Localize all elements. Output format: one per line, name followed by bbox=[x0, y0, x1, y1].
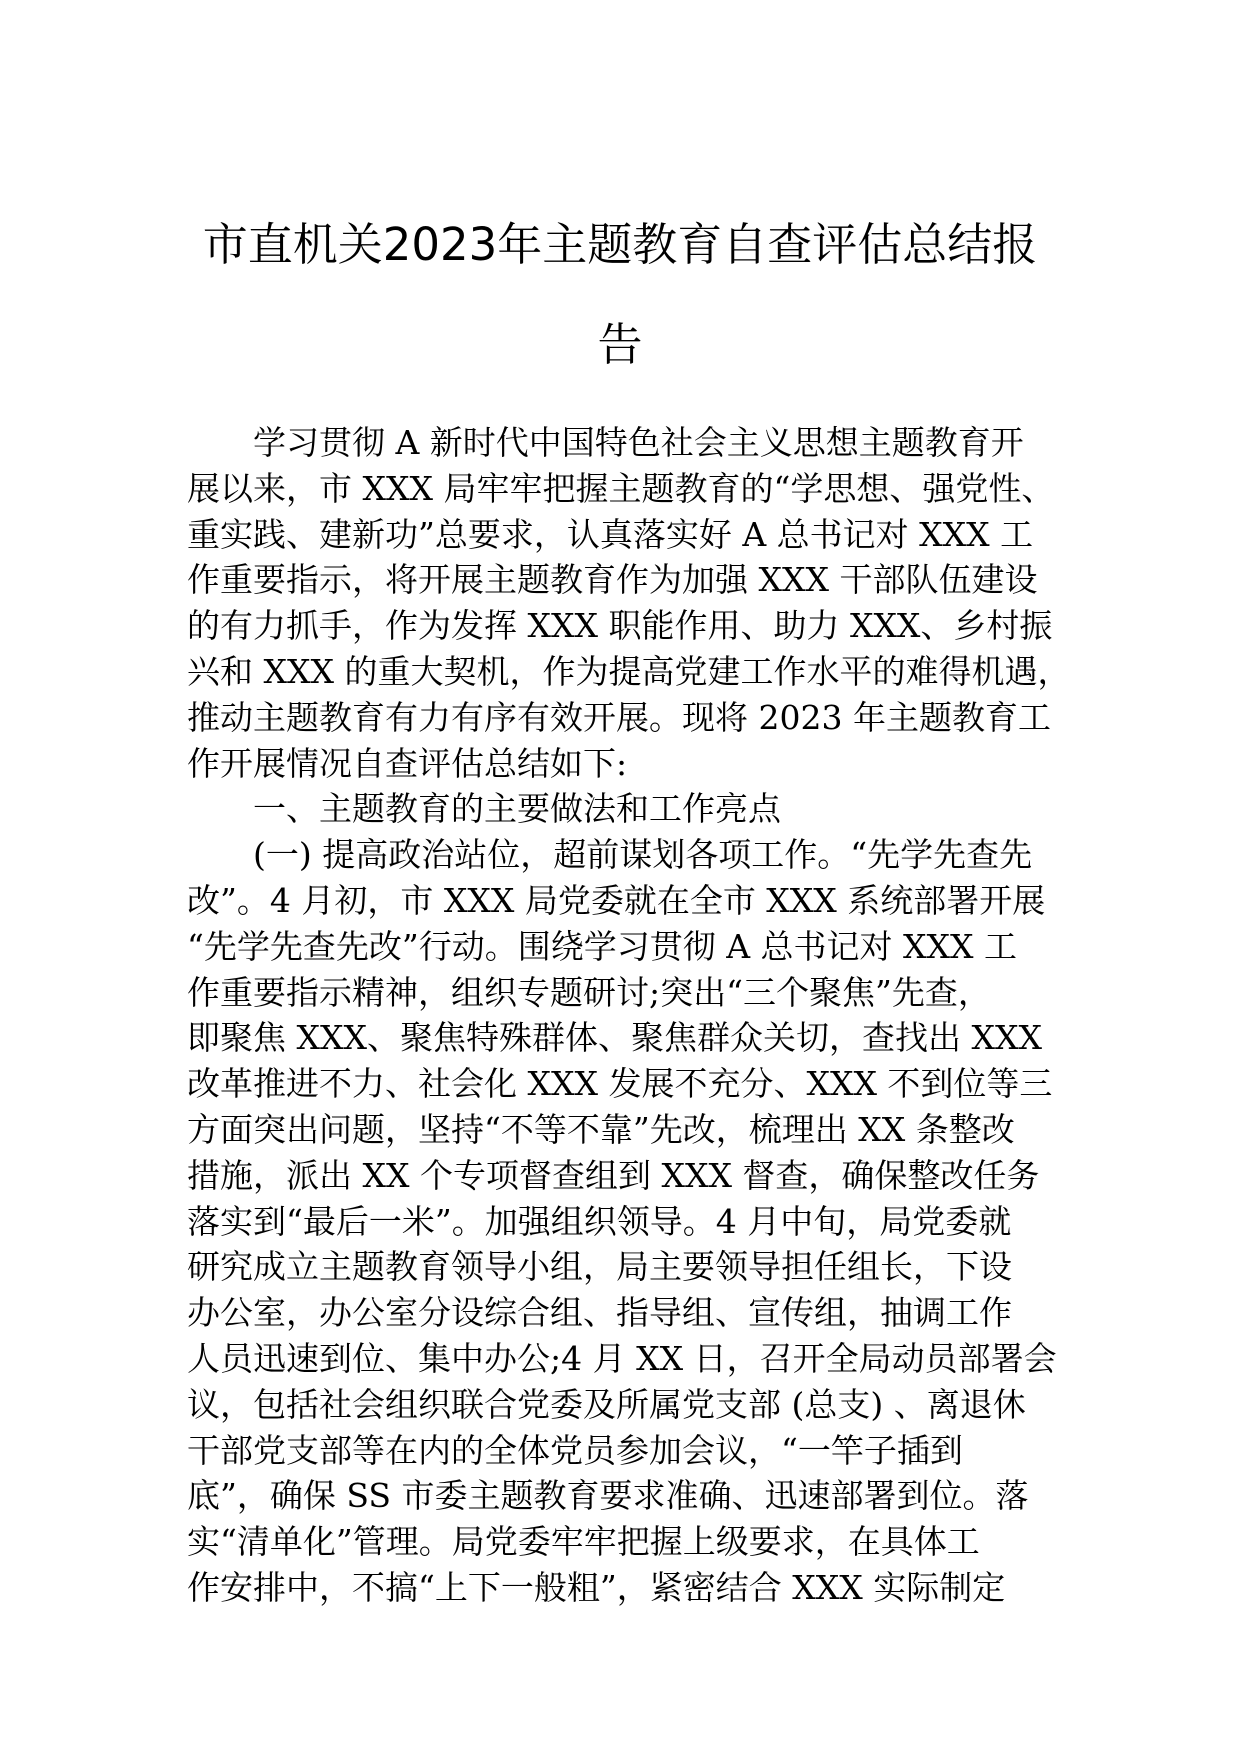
text-line: 人员迅速到位、集中办公;4 月 XX 日，召开全局动员部署会 bbox=[187, 1338, 1057, 1378]
text-line: 作开展情况自查评估总结如下: bbox=[187, 743, 628, 783]
text-line: 方面突出问题，坚持“不等不靠”先改，梳理出 XX 条整改 bbox=[187, 1109, 1015, 1149]
title-line-1: 市直机关2023年主题教育自查评估总结报 bbox=[202, 218, 1038, 271]
text-line: 推动主题教育有力有序有效开展。现将 2023 年主题教育工 bbox=[187, 697, 1051, 737]
text-line: 展以来，市 XXX 局牢牢把握主题教育的“学思想、强党性、 bbox=[187, 468, 1055, 508]
text-line: 实“清单化”管理。局党委牢牢把握上级要求，在具体工 bbox=[187, 1522, 980, 1562]
intro-paragraph bbox=[187, 420, 1071, 786]
text-line: 作重要指示，将开展主题教育作为加强 XXX 干部队伍建设 bbox=[187, 560, 1038, 600]
text-line: 的有力抓手，作为发挥 XXX 职能作用、助力 XXX、乡村振 bbox=[187, 606, 1053, 646]
text-line: 改革推进不力、社会化 XXX 发展不充分、XXX 不到位等三 bbox=[187, 1064, 1053, 1104]
text-line: “先学先查先改”行动。围绕学习贯彻 A 总书记对 XXX 工 bbox=[187, 926, 1018, 966]
text-line: 底”，确保 SS 市委主题教育要求准确、迅速部署到位。落 bbox=[187, 1476, 1029, 1516]
text-line: 议，包括社会组织联合党委及所属党支部 (总支) 、离退休 bbox=[187, 1384, 1026, 1424]
section-paragraph bbox=[187, 832, 1067, 1611]
section-heading: 一、主题教育的主要做法和工作亮点 bbox=[253, 789, 781, 829]
text-line: 落实到“最后一米”。加强组织领导。4 月中旬，局党委就 bbox=[187, 1201, 1012, 1241]
text-line: 重实践、建新功”总要求，认真落实好 A 总书记对 XXX 工 bbox=[187, 514, 1034, 554]
text-line: 干部党支部等在内的全体党员参加会议，“一竿子插到 bbox=[187, 1430, 963, 1470]
text-line: 兴和 XXX 的重大契机，作为提高党建工作水平的难得机遇， bbox=[187, 651, 1071, 691]
text-line: 作重要指示精神，组织专题研讨;突出“三个聚焦”先查， bbox=[187, 972, 991, 1012]
text-line: 改”。4 月初，市 XXX 局党委就在全市 XXX 系统部署开展 bbox=[187, 880, 1046, 920]
text-line: 研究成立主题教育领导小组，局主要领导担任组长，下设 bbox=[187, 1247, 1012, 1287]
text-line: 办公室，办公室分设综合组、指导组、宣传组，抽调工作 bbox=[187, 1293, 1012, 1333]
document-body bbox=[187, 420, 1071, 1611]
title-line-2: 告 bbox=[597, 318, 643, 371]
text-line: 措施，派出 XX 个专项督查组到 XXX 督查，确保整改任务 bbox=[187, 1155, 1040, 1195]
text-line: 作安排中，不搞“上下一般粗”，紧密结合 XXX 实际制定 bbox=[187, 1567, 1006, 1607]
text-line: 即聚焦 XXX、聚焦特殊群体、聚焦群众关切，查找出 XXX bbox=[187, 1018, 1042, 1058]
text-line: 学习贯彻 A 新时代中国特色社会主义思想主题教育开 bbox=[253, 423, 1024, 462]
text-line: (一) 提高政治站位，超前谋划各项工作。“先学先查先 bbox=[253, 835, 1033, 875]
document-title bbox=[150, 195, 1090, 395]
